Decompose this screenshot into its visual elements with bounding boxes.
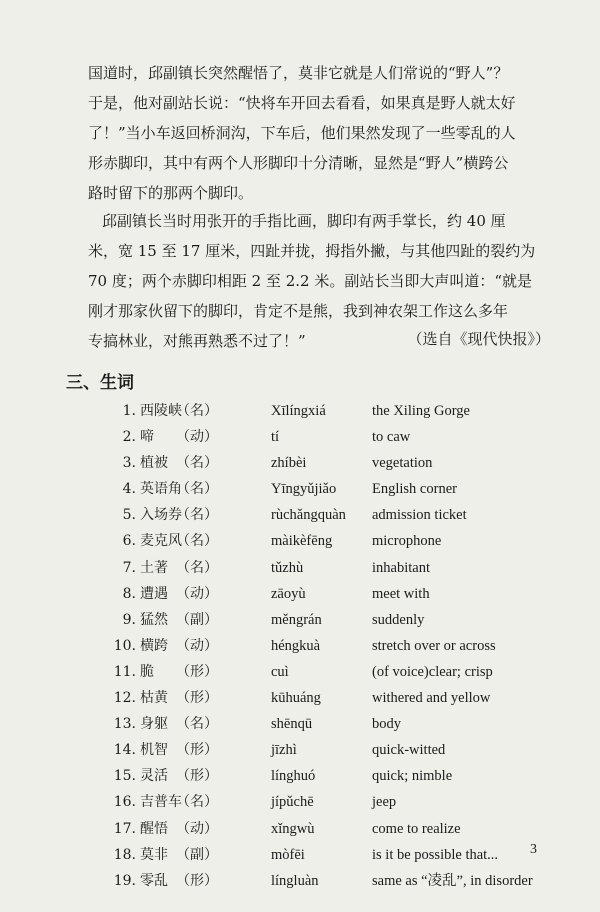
vocab-word: 横跨 (140, 637, 168, 654)
text-line: 路时留下的那两个脚印。 (88, 184, 254, 202)
vocab-number: 3. (122, 455, 136, 472)
vocab-row (0, 476, 600, 502)
text-line: 刚才那家伙留下的脚印，肯定不是熊，我到神农架工作这么多年 (88, 302, 509, 320)
vocab-pinyin: héngkuà (271, 637, 321, 654)
vocab-pinyin: línghuó (271, 768, 316, 785)
vocab-word: 植被 (140, 455, 168, 472)
vocab-number: 12. (113, 690, 136, 707)
vocab-english: suddenly (372, 611, 425, 628)
vocab-number: 4. (122, 481, 136, 498)
vocab-number: 17. (113, 820, 136, 837)
vocab-word: 身躯 (140, 716, 168, 733)
vocab-part-of-speech: （名） (176, 507, 218, 524)
vocab-english: the Xiling Gorge (372, 403, 470, 419)
vocab-number: 9. (122, 611, 136, 628)
vocab-english: same as “凌乱”, in disorder (372, 872, 533, 889)
vocab-part-of-speech: （名） (176, 481, 218, 498)
vocab-number: 10. (113, 637, 136, 654)
vocab-word: 机智 (140, 742, 168, 759)
vocab-row (0, 685, 600, 711)
vocab-pinyin: měngrán (271, 611, 322, 628)
vocab-row (0, 816, 600, 842)
vocab-word: 灵活 (140, 768, 168, 785)
vocab-english: meet with (372, 585, 430, 602)
vocab-english: stretch over or across (372, 637, 496, 654)
vocab-english: quick-witted (372, 742, 446, 759)
vocab-row (0, 868, 600, 894)
vocab-english: jeep (372, 794, 397, 811)
vocab-english: to caw (372, 429, 411, 446)
vocab-word: 零乱 (140, 872, 168, 889)
text-line: 了！”当小车返回桥洞沟，下车后，他们果然发现了一些零乱的人 (88, 124, 516, 142)
vocab-pinyin: jípǔchē (271, 794, 314, 811)
vocab-english: withered and yellow (372, 690, 491, 707)
vocab-row (0, 398, 600, 424)
vocab-english: microphone (372, 533, 442, 550)
vocab-row (0, 659, 600, 685)
vocabulary-list (0, 398, 600, 894)
vocab-part-of-speech: （动） (176, 637, 218, 654)
vocab-word: 麦克风 (140, 533, 182, 550)
vocab-english: is it be possible that... (372, 846, 499, 863)
vocab-word: 莫非 (140, 846, 168, 863)
vocab-part-of-speech: （副） (176, 611, 218, 628)
text-line: 70 度；两个赤脚印相距 2 至 2.2 米。副站长当即大声叫道：“就是 (88, 272, 532, 290)
vocab-pinyin: Xīlíngxiá (271, 403, 326, 419)
vocab-pinyin: mòfēi (271, 846, 305, 863)
text-line: 米，宽 15 至 17 厘米，四趾并拢，拇指外撇，与其他四趾的裂约为 (88, 242, 536, 260)
vocab-number: 2. (122, 429, 136, 446)
vocab-part-of-speech: （名） (176, 533, 218, 550)
vocab-number: 11. (113, 663, 136, 680)
vocab-pinyin: màikèfēng (271, 533, 333, 550)
vocab-row (0, 711, 600, 737)
vocab-word: 遭遇 (140, 585, 168, 602)
vocab-english: English corner (372, 481, 457, 498)
vocab-part-of-speech: （名） (176, 716, 218, 733)
vocab-part-of-speech: （形） (176, 742, 218, 759)
vocab-row (0, 424, 600, 450)
vocab-row (0, 737, 600, 763)
vocab-part-of-speech: （动） (176, 820, 218, 837)
vocab-number: 14. (113, 742, 136, 759)
vocab-pinyin: rùchǎngquàn (271, 507, 346, 524)
vocab-pinyin: zhíbèi (271, 455, 307, 472)
vocab-pinyin: kūhuáng (271, 690, 321, 707)
vocab-word: 西陵峡 (140, 403, 182, 419)
vocab-word: 英语角 (140, 481, 182, 498)
vocab-row (0, 607, 600, 633)
vocab-pinyin: língluàn (271, 872, 319, 889)
vocab-english: inhabitant (372, 559, 430, 576)
vocab-part-of-speech: （名） (176, 455, 218, 472)
text-line: 专搞林业，对熊再熟悉不过了！” (88, 332, 306, 350)
vocab-row (0, 528, 600, 554)
vocab-number: 8. (122, 585, 136, 602)
vocab-row (0, 581, 600, 607)
vocab-english: admission ticket (372, 507, 467, 524)
vocab-english: quick; nimble (372, 768, 453, 785)
vocab-word: 土著 (140, 559, 168, 576)
text-line: 国道时，邱副镇长突然醒悟了，莫非它就是人们常说的“野人”？ (88, 64, 509, 82)
vocab-english: (of voice)clear; crisp (372, 663, 493, 680)
vocab-part-of-speech: （名） (176, 559, 218, 576)
vocab-english: vegetation (372, 455, 433, 472)
text-line: 于是，他对副站长说：“快将车开回去看看，如果真是野人就太好 (88, 94, 516, 112)
vocab-row (0, 502, 600, 528)
vocab-number: 16. (113, 794, 136, 811)
vocab-part-of-speech: （形） (176, 690, 218, 707)
text-line: 形赤脚印，其中有两个人形脚印十分清晰，显然是“野人”横跨公 (88, 154, 509, 172)
section-title: 三、生词 (66, 373, 134, 393)
vocab-number: 6. (122, 533, 136, 550)
vocab-part-of-speech: （名） (176, 403, 218, 419)
vocab-row (0, 633, 600, 659)
vocab-pinyin: jīzhì (271, 742, 297, 759)
vocab-word: 枯黄 (140, 690, 168, 707)
vocab-pinyin: xǐngwù (271, 820, 315, 837)
vocab-word: 醒悟 (140, 820, 168, 837)
vocab-row (0, 842, 600, 868)
vocab-part-of-speech: （名） (176, 794, 218, 811)
source-citation: （选自《现代快报》） (407, 330, 550, 348)
vocab-number: 7. (122, 559, 136, 576)
vocab-part-of-speech: （动） (176, 429, 218, 446)
vocab-row (0, 450, 600, 476)
vocab-number: 13. (113, 716, 136, 733)
vocab-pinyin: zāoyù (271, 585, 306, 602)
vocab-row (0, 763, 600, 789)
vocab-part-of-speech: （动） (176, 585, 218, 602)
vocab-part-of-speech: （副） (176, 846, 218, 863)
vocab-part-of-speech: （形） (176, 872, 218, 889)
vocab-pinyin: shēnqū (271, 716, 313, 733)
vocab-word: 猛然 (140, 611, 168, 628)
vocab-row (0, 789, 600, 815)
vocab-pinyin: cuì (271, 663, 289, 680)
vocab-pinyin: tí (271, 429, 280, 446)
vocab-number: 19. (113, 872, 136, 889)
text-line: 邱副镇长当时用张开的手指比画，脚印有两手掌长，约 40 厘 (102, 212, 506, 230)
page-number: 3 (530, 842, 537, 857)
vocab-row (0, 555, 600, 581)
vocab-english: body (372, 716, 401, 733)
vocab-pinyin: Yīngyǔjiǎo (271, 481, 337, 498)
story-paragraph-1 (88, 58, 558, 208)
vocab-number: 15. (113, 768, 136, 785)
vocab-part-of-speech: （形） (176, 663, 218, 680)
vocab-part-of-speech: （形） (176, 768, 218, 785)
vocab-word: 啼 (140, 429, 154, 446)
vocab-word: 脆 (140, 663, 154, 680)
vocab-english: come to realize (372, 820, 461, 837)
vocab-pinyin: tǔzhù (271, 559, 304, 576)
vocab-number: 18. (113, 846, 136, 863)
vocab-number: 5. (122, 507, 136, 524)
vocab-word: 入场券 (140, 507, 182, 524)
vocab-word: 吉普车 (140, 794, 182, 811)
vocab-number: 1. (122, 403, 136, 419)
